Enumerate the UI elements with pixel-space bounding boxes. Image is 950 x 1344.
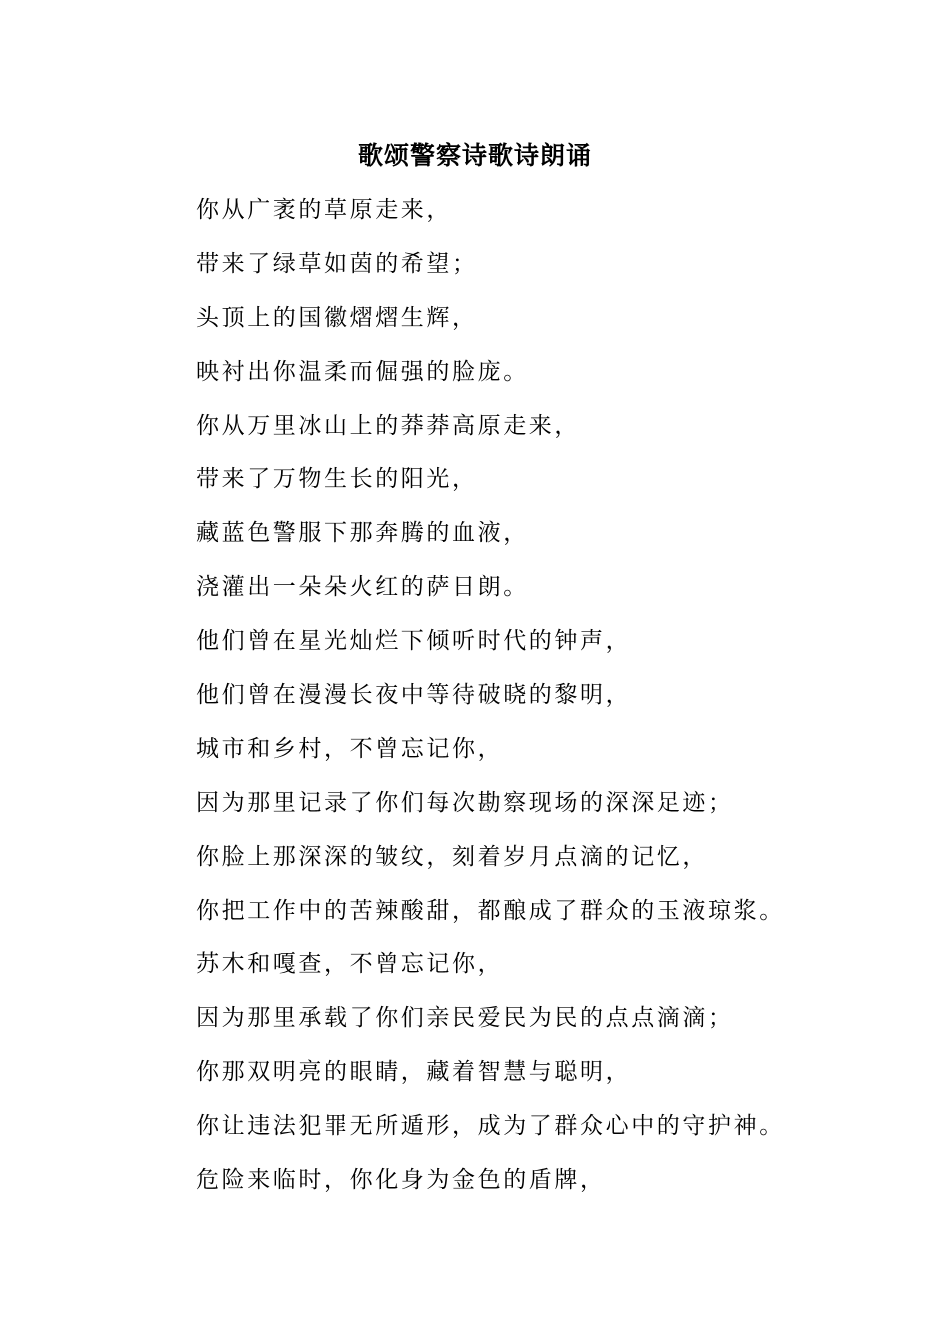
poem-line: 危险来临时，你化身为金色的盾牌，: [196, 1167, 606, 1194]
poem-line: 浇灌出一朵朵火红的萨日朗。: [196, 574, 529, 601]
poem-line: 映衬出你温柔而倔强的脸庞。: [196, 358, 529, 385]
poem-line: 苏木和嘎查，不曾忘记你，: [196, 951, 504, 978]
poem-line: 他们曾在漫漫长夜中等待破晓的黎明，: [196, 682, 632, 709]
poem-line: 他们曾在星光灿烂下倾听时代的钟声，: [196, 628, 632, 655]
poem-line: 藏蓝色警服下那奔腾的血液，: [196, 520, 529, 547]
poem-body: [196, 190, 916, 1214]
poem-line: 你从广袤的草原走来，: [196, 197, 452, 223]
poem-line: 城市和乡村，不曾忘记你，: [196, 735, 504, 762]
poem-line: 头顶上的国徽熠熠生辉，: [196, 304, 478, 331]
poem-line: 你把工作中的苦辣酸甜，都酿成了群众的玉液琼浆。: [196, 897, 785, 924]
poem-line: 带来了绿草如茵的希望；: [196, 250, 478, 277]
poem-line: 你从万里冰山上的莽莽高原走来，: [196, 412, 580, 439]
poem-line: 你脸上那深深的皱纹，刻着岁月点滴的记忆，: [196, 843, 708, 870]
poem-line: 因为那里承载了你们亲民爱民为民的点点滴滴；: [196, 1005, 734, 1032]
poem-line: 你让违法犯罪无所遁形，成为了群众心中的守护神。: [196, 1113, 785, 1140]
page-title: 歌颂警察诗歌诗朗诵: [357, 141, 592, 170]
poem-line: 因为那里记录了你们每次勘察现场的深深足迹；: [196, 789, 734, 816]
poem-line: 带来了万物生长的阳光，: [196, 466, 478, 493]
poem-line: 你那双明亮的眼睛，藏着智慧与聪明，: [196, 1059, 632, 1086]
